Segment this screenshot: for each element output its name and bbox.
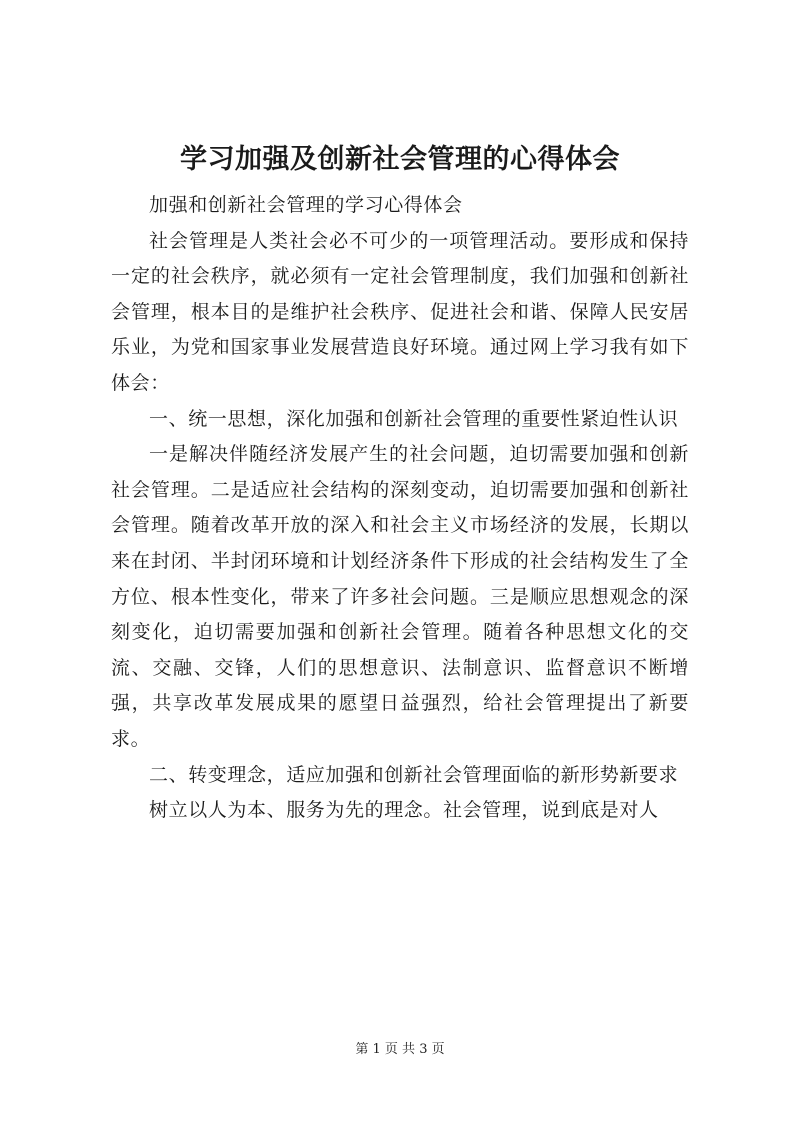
paragraph-intro: 社会管理是人类社会必不可少的一项管理活动。要形成和保持一定的社会秩序，就必须有一定社会管理制度，我们加强和创新社会管理，根本目的是维护社会秩序、促进社会和谐、保障人民安居乐业，为党和国家事业发展营造良好环境。通过网上学习我有如下体会： (111, 229, 689, 394)
document-title: 学习加强及创新社会管理的心得体会 (180, 144, 620, 175)
paragraph-section-2: 树立以人为本、服务为先的理念。社会管理，说到底是对人 (149, 799, 659, 822)
paragraph-section-1: 一是解决伴随经济发展产生的社会问题，迫切需要加强和创新社会管理。二是适应社会结构的深刻变动，迫切需要加强和创新社会管理。随着改革开放的深入和社会主义市场经济的发展，长期以来在封闭、半封闭环境和计划经济条件下形成的社会结构发生了全方位、根本性变化，带来了许多社会问题。三是顺应思想观念的深刻变化，迫切需要加强和创新社会管理。随着各种思想文化的交流、交融、交锋，人们的思想意识、法制意识、监督意识不断增强，共享改革发展成果的愿望日益强烈，给社会管理提出了新要求。 (111, 443, 689, 750)
section-heading-1: 一、统一思想，深化加强和创新社会管理的重要性紧迫性认识 (149, 407, 679, 430)
document-body (111, 188, 689, 829)
section-heading-2: 二、转变理念，适应加强和创新社会管理面临的新形势新要求 (149, 763, 679, 786)
paragraph-subtitle: 加强和创新社会管理的学习心得体会 (149, 194, 463, 216)
page-number-footer: 第 1 页 共 3 页 (355, 1042, 445, 1057)
